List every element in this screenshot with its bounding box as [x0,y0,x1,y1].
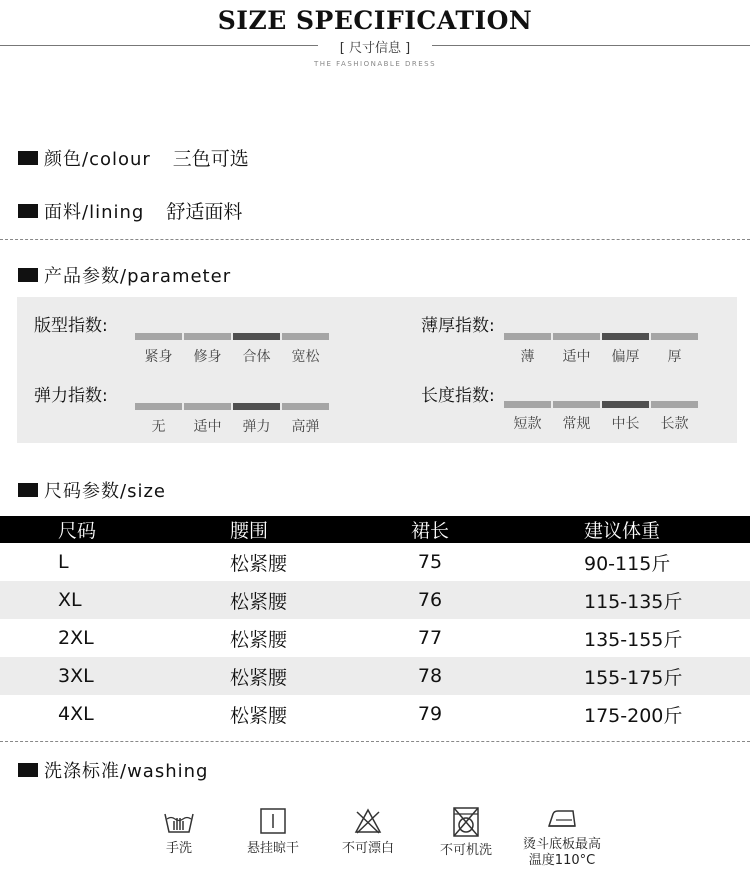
table-header-row [0,516,750,543]
thickness-index-options [503,346,699,366]
scale-bar [282,403,329,410]
scale-option: 无 [151,419,166,435]
cell-size: L [58,551,69,573]
table-row [0,581,750,619]
cell-length: 76 [330,581,530,619]
cell-waist: 松紧腰 [230,581,330,619]
scale-option: 中长 [611,416,640,432]
wash-label: 悬挂晾干 [246,841,299,856]
parameter-label: 产品参数/parameter [44,266,232,287]
table-row [0,619,750,657]
length-index-scale [504,401,700,408]
cell-weight: 155-175斤 [530,657,750,695]
scale-bar [651,333,698,340]
cell-waist: 松紧腰 [230,628,288,651]
wash-label: 不可机洗 [439,843,492,858]
no-bleach-icon [353,806,383,836]
square-bullet-icon [18,204,38,218]
page-title: SIZE SPECIFICATION [217,6,533,35]
scale-bar-selected [602,401,649,408]
scale-bar [184,333,231,340]
lining-value: 舒适面料 [166,201,243,223]
fit-index-scale [135,333,331,340]
wash-item-no-machine-wash [421,806,511,859]
square-bullet-icon [18,763,38,777]
wash-item-iron [516,806,608,869]
scale-option: 适中 [193,419,222,435]
header-size: 尺码 [0,516,230,543]
scale-bar [504,333,551,340]
scale-option: 紧身 [144,349,173,365]
scale-bar [553,401,600,408]
cell-length: 79 [417,703,443,725]
parameter-panel [17,297,737,443]
scale-bar-selected [233,333,280,340]
colour-value: 三色可选 [172,148,249,170]
elasticity-index-label: 弹力指数: [34,386,108,406]
header-waist: 腰围 [230,516,330,543]
scale-bar-selected [602,333,649,340]
scale-option: 修身 [193,349,222,365]
wash-item-hang-dry [228,806,318,857]
scale-bar [135,403,182,410]
square-bullet-icon [18,483,38,497]
parameter-heading [18,262,231,288]
scale-option: 适中 [562,349,591,365]
cell-weight: 115-135斤 [530,581,750,619]
table-row [0,695,750,733]
scale-option: 短款 [513,416,542,432]
washing-label: 洗涤标准/washing [44,761,209,782]
square-bullet-icon [18,151,38,165]
iron-label-line2: 温度110°C [528,853,596,868]
scale-option: 高弹 [291,419,320,435]
cell-length: 77 [417,627,443,649]
scale-option: 合体 [242,349,271,365]
scale-bar [553,333,600,340]
cell-size: 2XL [58,627,94,649]
cell-waist: 松紧腰 [230,552,288,575]
length-index-options [503,413,699,433]
cell-weight: 135-155斤 [584,628,683,651]
section-divider [0,741,750,742]
elasticity-index-scale [135,403,331,410]
cell-length: 75 [417,551,443,573]
scale-option: 偏厚 [611,349,640,365]
page-subtitle: [ 尺寸信息 ] [339,41,411,56]
scale-option: 常规 [562,416,591,432]
hand-wash-icon [162,806,196,836]
fit-index-label: 版型指数: [34,316,108,336]
page-tagline: THE FASHIONABLE DRESS [313,60,437,68]
colour-label: 颜色/colour [44,148,151,170]
fit-index-options [134,346,330,366]
scale-option: 薄 [520,349,535,365]
scale-option: 长款 [660,416,689,432]
size-label: 尺码参数/size [44,481,166,502]
lining-row [18,197,242,224]
scale-bar [135,333,182,340]
scale-bar [651,401,698,408]
scale-bar [184,403,231,410]
cell-waist: 松紧腰 [230,704,288,727]
cell-length: 78 [330,657,530,695]
thickness-index-scale [504,333,700,340]
iron-label-line1: 烫斗底板最高 [522,837,601,852]
scale-option: 厚 [667,349,682,365]
cell-size: XL [0,581,230,619]
cell-weight: 175-200斤 [584,704,683,727]
wash-label [516,837,608,869]
lining-label: 面料/lining [44,201,145,223]
cell-weight: 90-115斤 [584,552,671,575]
colour-row [18,144,249,171]
scale-bar [504,401,551,408]
scale-bar-selected [233,403,280,410]
table-row [0,543,750,581]
size-heading [18,477,166,503]
table-row [0,657,750,695]
cell-size: 3XL [0,657,230,695]
header-length: 裙长 [330,516,530,543]
cell-waist: 松紧腰 [230,657,330,695]
wash-item-no-bleach [323,806,413,857]
hang-dry-icon [258,806,288,836]
washing-heading [18,757,208,783]
wash-label: 手洗 [165,841,192,856]
no-machine-wash-icon [451,806,481,838]
scale-bar [282,333,329,340]
wash-label: 不可漂白 [341,841,394,856]
cell-size: 4XL [58,703,94,725]
scale-option: 宽松 [291,349,320,365]
header-weight: 建议体重 [530,516,750,543]
elasticity-index-options [134,416,330,436]
iron-icon [545,806,579,832]
size-table [0,516,750,733]
square-bullet-icon [18,268,38,282]
thickness-index-label: 薄厚指数: [421,316,495,336]
section-divider [0,239,750,240]
length-index-label: 长度指数: [421,386,495,406]
scale-option: 弹力 [242,419,271,435]
wash-item-hand-wash [134,806,224,857]
